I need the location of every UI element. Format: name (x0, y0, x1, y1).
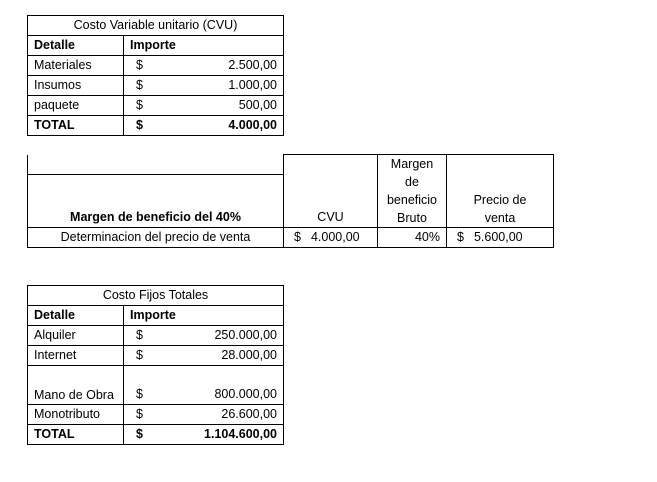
margin-title: Margen de beneficio del 40% (70, 210, 241, 224)
currency-symbol: $ (294, 230, 301, 244)
currency-symbol: $ (136, 328, 143, 342)
row-label: Insumos (28, 76, 124, 96)
amount-value: 250.000,00 (214, 328, 277, 342)
margin-header-row (28, 155, 554, 228)
amount-header: Importe (124, 306, 284, 326)
total-amount (124, 116, 284, 136)
amount-value: 4.000,00 (310, 230, 360, 244)
amount-value: 28.000,00 (221, 348, 277, 362)
table-row (28, 56, 284, 76)
table-title-row (28, 286, 284, 306)
total-amount (124, 425, 284, 445)
amount-value: 800.000,00 (214, 387, 277, 401)
price-amount (447, 228, 554, 248)
fixed-cost-title: Costo Fijos Totales (28, 286, 284, 306)
total-label: TOTAL (28, 425, 124, 445)
row-label: Monotributo (28, 405, 124, 425)
table-row (28, 405, 284, 425)
fixed-cost-table (27, 285, 284, 445)
variable-cost-table (27, 15, 284, 136)
table-row (28, 228, 554, 248)
cvu-header: CVU (284, 155, 378, 228)
table-header-row (28, 306, 284, 326)
row-amount (124, 76, 284, 96)
table-header-row (28, 36, 284, 56)
table-title-row (28, 16, 284, 36)
amount-value: 4.000,00 (228, 118, 278, 132)
amount-header: Importe (124, 36, 284, 56)
detail-header: Detalle (28, 36, 124, 56)
table-row (28, 346, 284, 366)
currency-symbol: $ (136, 348, 143, 362)
amount-value: 5.600,00 (473, 230, 523, 244)
row-label: Alquiler (28, 326, 124, 346)
row-label: Materiales (28, 56, 124, 76)
row-amount (124, 405, 284, 425)
table-row (28, 76, 284, 96)
currency-symbol: $ (457, 230, 464, 244)
amount-value: 26.600,00 (221, 407, 277, 421)
total-row (28, 116, 284, 136)
row-amount (124, 326, 284, 346)
total-label: TOTAL (28, 116, 124, 136)
currency-symbol: $ (136, 58, 143, 72)
table-row (28, 96, 284, 116)
currency-symbol: $ (136, 387, 143, 401)
row-amount (124, 366, 284, 405)
currency-symbol: $ (136, 407, 143, 421)
amount-value: 1.000,00 (228, 78, 278, 92)
margin-title-cell (28, 155, 284, 228)
amount-value: 1.104.600,00 (204, 427, 277, 441)
table-row (28, 326, 284, 346)
total-row (28, 425, 284, 445)
row-amount (124, 346, 284, 366)
currency-symbol: $ (136, 98, 143, 112)
row-label: paquete (28, 96, 124, 116)
row-amount (124, 96, 284, 116)
price-header: Precio de venta (447, 155, 554, 228)
currency-symbol: $ (136, 118, 143, 132)
row-amount (124, 56, 284, 76)
row-label: Mano de Obra (28, 366, 124, 405)
detail-header: Detalle (28, 306, 124, 326)
amount-value: 2.500,00 (228, 58, 278, 72)
currency-symbol: $ (136, 78, 143, 92)
row-label: Determinacion del precio de venta (28, 228, 284, 248)
amount-value: 500,00 (238, 98, 278, 112)
cvu-amount (284, 228, 378, 248)
margin-value: 40% (378, 228, 447, 248)
row-label: Internet (28, 346, 124, 366)
table-row (28, 366, 284, 405)
currency-symbol: $ (136, 427, 143, 441)
margin-header: Margen de beneficio Bruto (378, 155, 447, 228)
margin-table (27, 154, 554, 248)
variable-cost-title: Costo Variable unitario (CVU) (28, 16, 284, 36)
